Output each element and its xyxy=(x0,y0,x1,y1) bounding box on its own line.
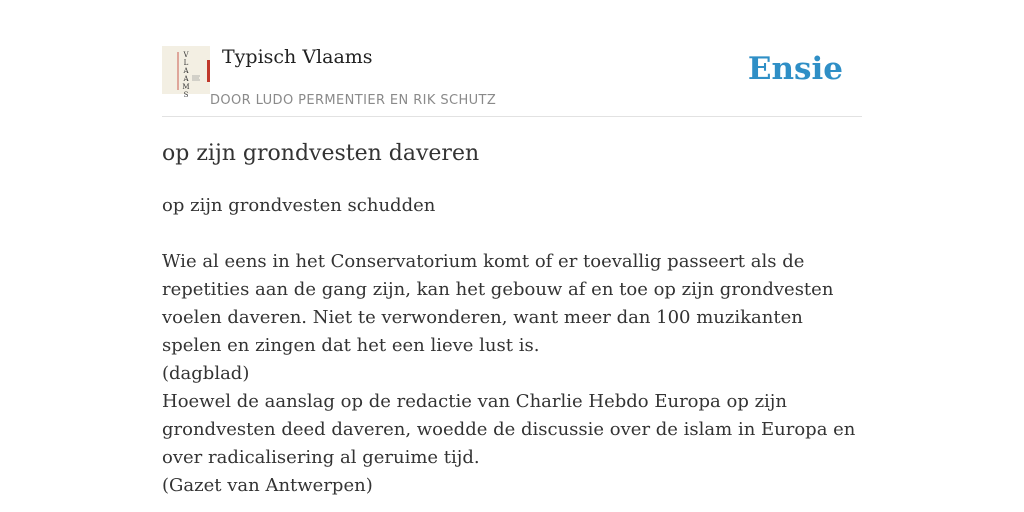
example-paragraph-1: Wie al eens in het Conservatorium komt of er toevallig passeert als de repetities aan de gang zijn, kan het gebouw af en toe op zijn grondvesten voelen daveren. Niet te verwonderen, want meer dan 100 muzikanten spelen en zingen dat het een lieve lust is. xyxy=(162,251,834,356)
author-byline: DOOR LUDO PERMENTIER EN RIK SCHUTZ xyxy=(210,93,497,108)
example-paragraph-2: Hoewel de aanslag op de redactie van Charlie Hebdo Europa op zijn grondvesten deed daveren, woedde de discussie over de islam in Europa en over radicalisering al geruime tijd. xyxy=(162,391,856,468)
source-title[interactable]: Typisch Vlaams xyxy=(222,46,373,68)
logo-letter: L xyxy=(183,59,189,67)
example-source-1: (dagblad) xyxy=(162,363,250,384)
entry-header xyxy=(162,0,862,117)
book-cover-icon xyxy=(162,46,210,99)
entry-body xyxy=(162,192,867,500)
logo-letter: A xyxy=(183,75,189,83)
logo-letter: A xyxy=(183,67,189,75)
synonym-line: op zijn grondvesten schudden xyxy=(162,195,436,216)
ensie-logo-link[interactable]: Ensie xyxy=(747,51,843,87)
headword-title: op zijn grondvesten daveren xyxy=(162,141,480,166)
logo-letter: M xyxy=(182,83,190,91)
paragraph-spacer xyxy=(162,220,867,248)
entry-card xyxy=(162,0,862,512)
logo-letter: V xyxy=(183,51,189,59)
logo-letter: S xyxy=(183,91,189,99)
source-logo[interactable] xyxy=(162,46,210,99)
example-source-2: (Gazet van Antwerpen) xyxy=(162,475,373,496)
